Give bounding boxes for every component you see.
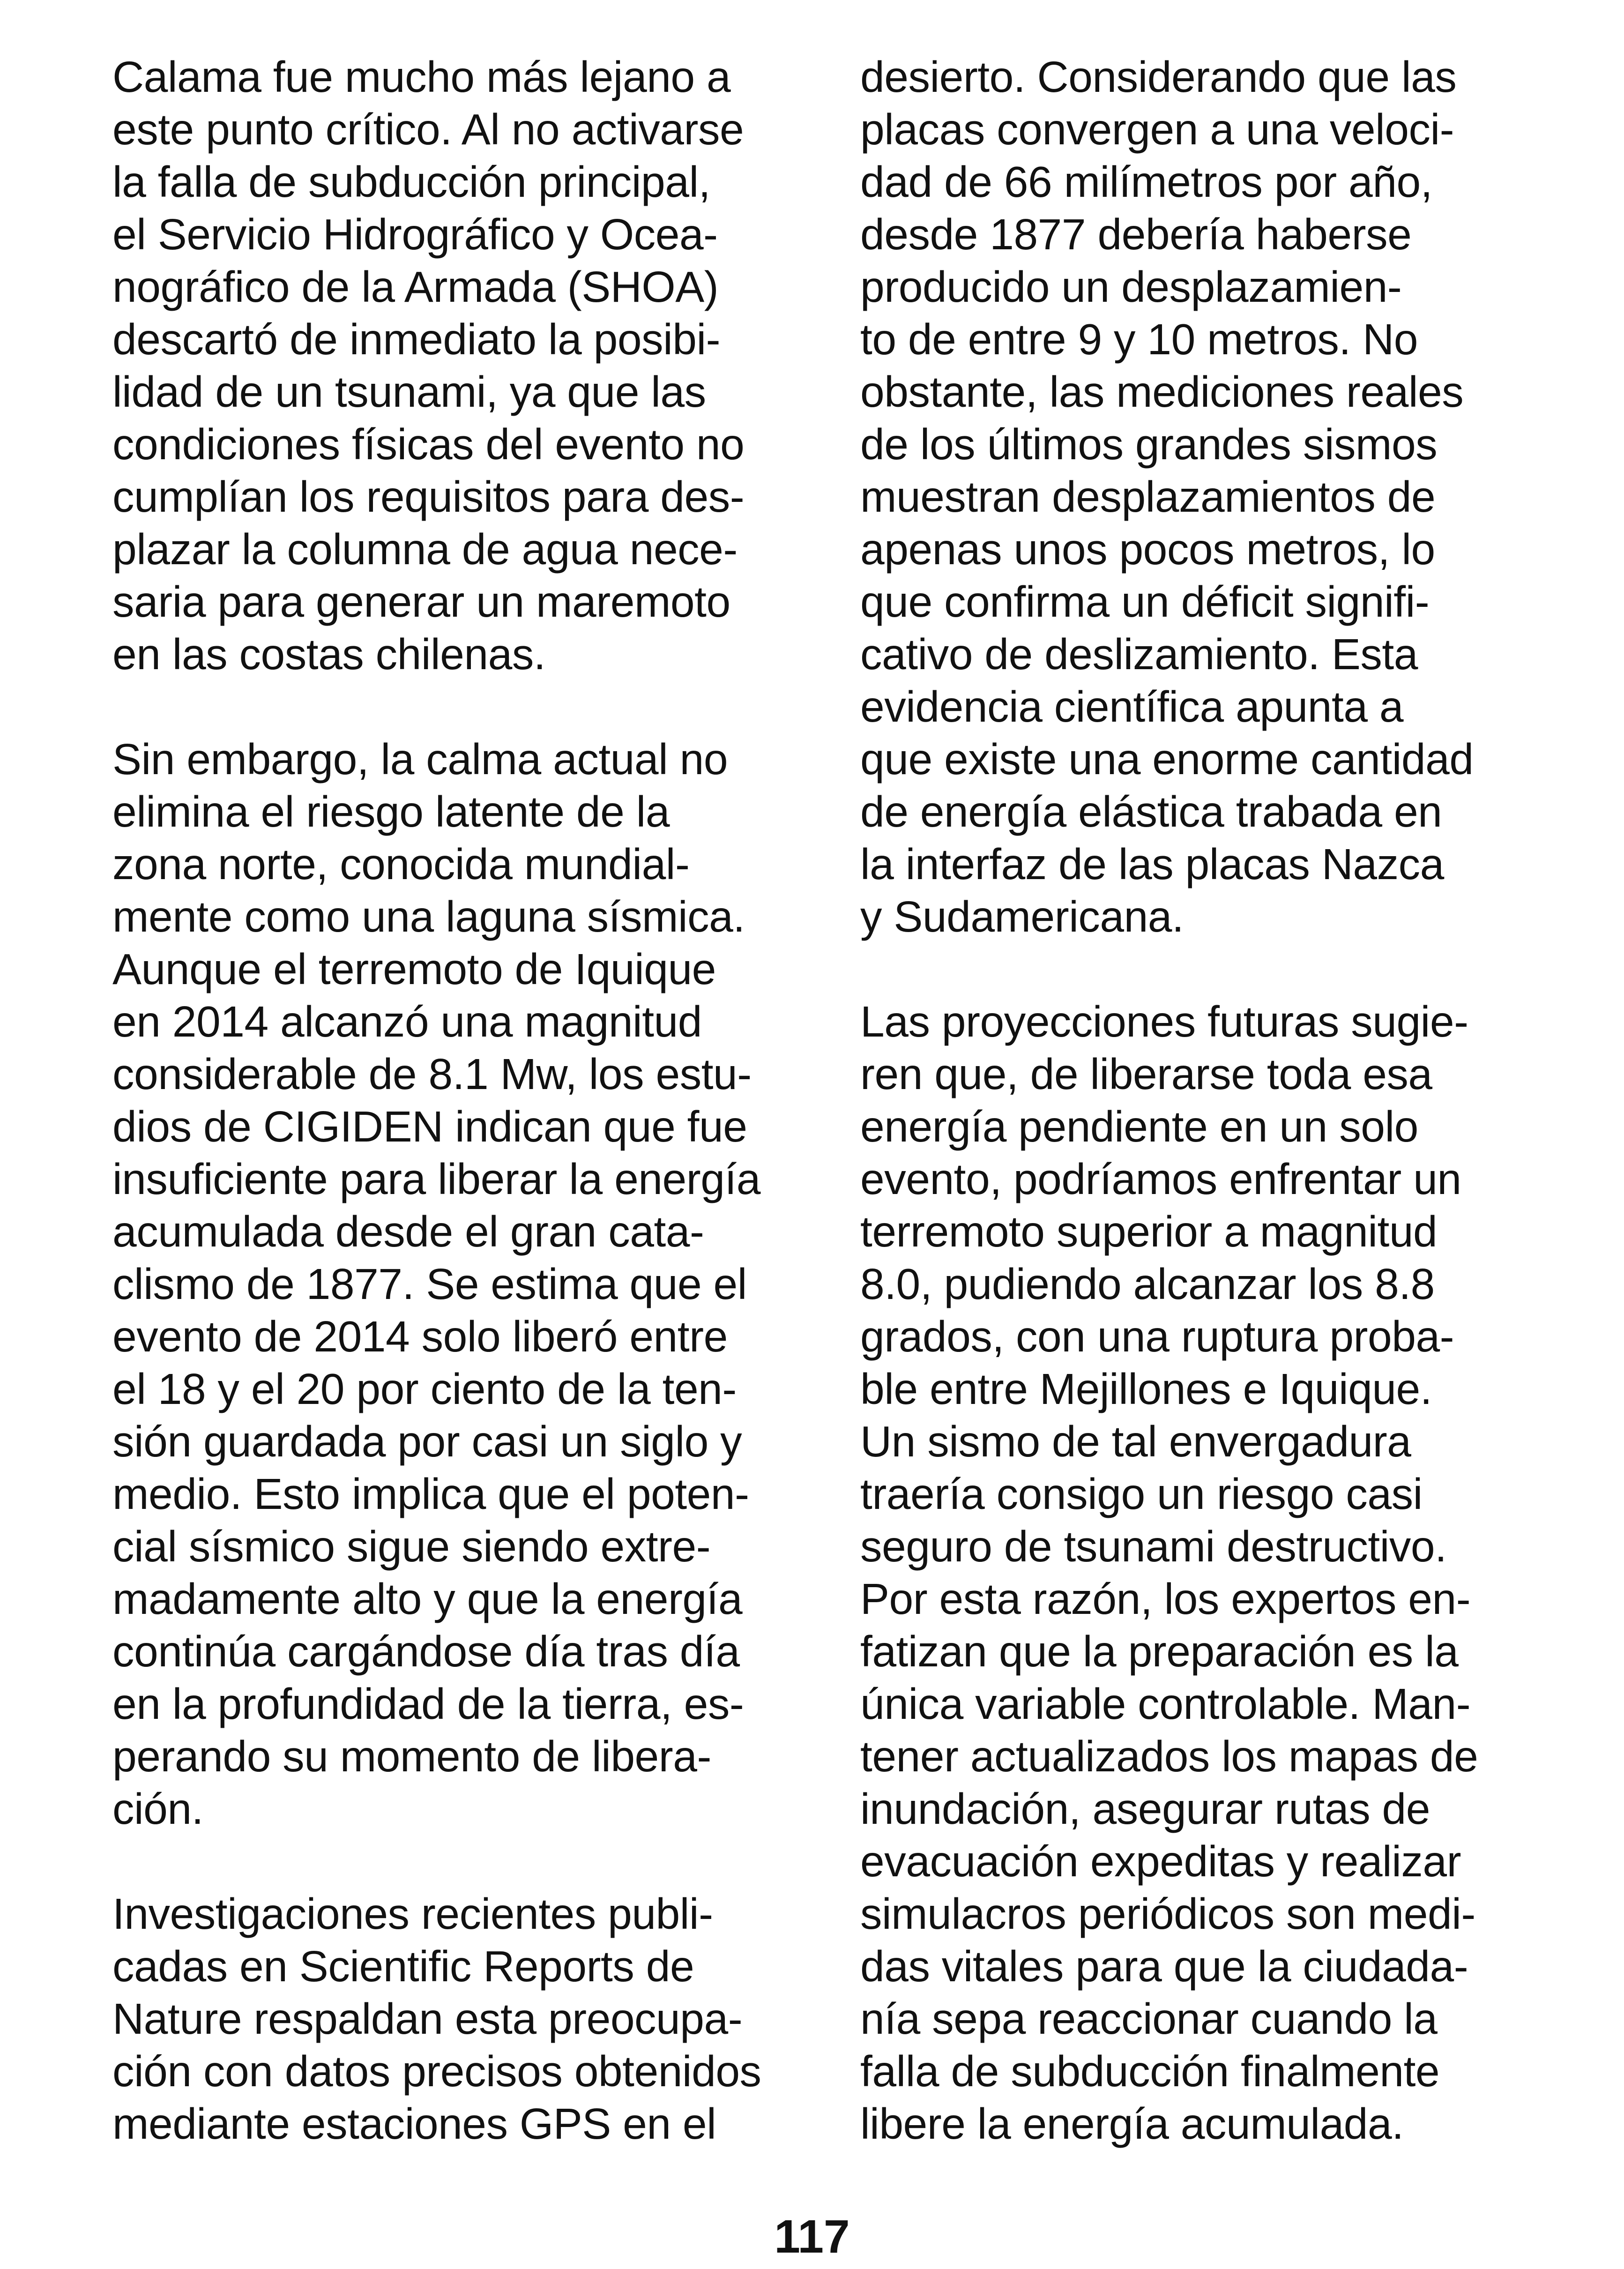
text-line: continúa cargándose día tras día (112, 1627, 740, 1676)
paragraph-spacer (112, 680, 811, 733)
text-line: Por esta razón, los expertos en- (860, 1575, 1471, 1623)
text-line: ción con datos precisos obtenidos (112, 2047, 761, 2096)
text-line: traería consigo un riesgo casi (860, 1470, 1423, 1518)
text-line: Investigaciones recientes publi- (112, 1889, 713, 1938)
text-line: sión guardada por casi un siglo y (112, 1417, 742, 1466)
text-line: evento, podríamos enfrentar un (860, 1155, 1461, 1203)
text-line: Aunque el terremoto de Iquique (112, 945, 716, 993)
text-line: y Sudamericana. (860, 892, 1184, 941)
text-line: muestran desplazamientos de (860, 472, 1436, 521)
text-line: ren que, de liberarse toda esa (860, 1050, 1432, 1098)
text-line: grados, con una ruptura proba- (860, 1312, 1454, 1361)
text-line: Las proyecciones futuras sugie- (860, 997, 1468, 1046)
paragraph-spacer (112, 1835, 811, 1888)
paragraph (860, 995, 1563, 2150)
text-line: to de entre 9 y 10 metros. No (860, 315, 1418, 364)
text-line: en 2014 alcanzó una magnitud (112, 997, 702, 1046)
text-line: evidencia científica apunta a (860, 682, 1404, 731)
text-line: nográfico de la Armada (SHOA) (112, 262, 719, 311)
text-line: 8.0, pudiendo alcanzar los 8.8 (860, 1260, 1435, 1308)
text-line: placas convergen a una veloci- (860, 105, 1454, 154)
text-line: apenas unos pocos metros, lo (860, 525, 1435, 574)
text-line: Calama fue mucho más lejano a (112, 52, 731, 101)
paragraph (860, 51, 1563, 943)
text-line: seguro de tsunami destructivo. (860, 1522, 1447, 1571)
text-line: energía pendiente en un solo (860, 1102, 1418, 1151)
text-line: en la profundidad de la tierra, es- (112, 1679, 744, 1728)
text-line: ción. (112, 1784, 203, 1833)
text-line: que confirma un déficit signifi- (860, 577, 1430, 626)
text-line: terremoto superior a magnitud (860, 1207, 1438, 1256)
text-line: Un sismo de tal envergadura (860, 1417, 1411, 1466)
text-line: inundación, asegurar rutas de (860, 1784, 1430, 1833)
text-line: cumplían los requisitos para des- (112, 472, 745, 521)
text-line: cativo de deslizamiento. Esta (860, 630, 1418, 679)
text-line: evacuación expeditas y realizar (860, 1837, 1461, 1886)
text-line: la falla de subducción principal, (112, 157, 710, 206)
text-line: descartó de inmediato la posibi- (112, 315, 721, 364)
text-line: cial sísmico sigue siendo extre- (112, 1522, 711, 1571)
text-line: plazar la columna de agua nece- (112, 525, 738, 574)
text-line: condiciones físicas del evento no (112, 420, 745, 469)
text-line: Sin embargo, la calma actual no (112, 735, 728, 784)
left-column (112, 51, 811, 2150)
text-line: de los últimos grandes sismos (860, 420, 1438, 469)
text-line: este punto crítico. Al no activarse (112, 105, 744, 154)
text-line: mente como una laguna sísmica. (112, 892, 745, 941)
text-line: ble entre Mejillones e Iquique. (860, 1365, 1432, 1413)
text-line: lidad de un tsunami, ya que las (112, 367, 706, 416)
page-number: 117 (774, 2210, 850, 2263)
text-line: libere la energía acumulada. (860, 2099, 1404, 2148)
text-line: clismo de 1877. Se estima que el (112, 1260, 747, 1308)
text-line: producido un desplazamien- (860, 262, 1402, 311)
paragraph (112, 1888, 811, 2150)
paragraph (112, 51, 811, 680)
text-line: insuficiente para liberar la energía (112, 1155, 760, 1203)
text-line: madamente alto y que la energía (112, 1575, 743, 1623)
text-line: fatizan que la preparación es la (860, 1627, 1459, 1676)
paragraph-spacer (860, 943, 1563, 995)
text-line: dad de 66 milímetros por año, (860, 157, 1433, 206)
text-line: tener actualizados los mapas de (860, 1732, 1478, 1781)
text-line: en las costas chilenas. (112, 630, 546, 679)
right-column (860, 51, 1563, 2150)
text-line: la interfaz de las placas Nazca (860, 840, 1444, 888)
text-line: desde 1877 debería haberse (860, 210, 1412, 259)
text-line: Nature respaldan esta preocupa- (112, 1994, 743, 2043)
text-line: considerable de 8.1 Mw, los estu- (112, 1050, 752, 1098)
text-line: simulacros periódicos son medi- (860, 1889, 1475, 1938)
text-line: zona norte, conocida mundial- (112, 840, 690, 888)
text-line: que existe una enorme cantidad (860, 735, 1474, 784)
text-line: perando su momento de libera- (112, 1732, 711, 1781)
text-line: elimina el riesgo latente de la (112, 787, 670, 836)
text-line: falla de subducción finalmente (860, 2047, 1440, 2096)
text-line: das vitales para que la ciudada- (860, 1942, 1468, 1991)
text-line: nía sepa reaccionar cuando la (860, 1994, 1438, 2043)
text-line: el Servicio Hidrográfico y Ocea- (112, 210, 718, 259)
text-line: dios de CIGIDEN indican que fue (112, 1102, 747, 1151)
text-line: el 18 y el 20 por ciento de la ten- (112, 1365, 737, 1413)
paragraph (112, 733, 811, 1835)
text-line: desierto. Considerando que las (860, 52, 1457, 101)
text-line: medio. Esto implica que el poten- (112, 1470, 749, 1518)
text-line: evento de 2014 solo liberó entre (112, 1312, 728, 1361)
text-line: saria para generar un maremoto (112, 577, 730, 626)
text-line: obstante, las mediciones reales (860, 367, 1464, 416)
text-line: mediante estaciones GPS en el (112, 2099, 716, 2148)
text-line: acumulada desde el gran cata- (112, 1207, 704, 1256)
text-line: cadas en Scientific Reports de (112, 1942, 694, 1991)
text-line: de energía elástica trabada en (860, 787, 1442, 836)
text-line: única variable controlable. Man- (860, 1679, 1471, 1728)
